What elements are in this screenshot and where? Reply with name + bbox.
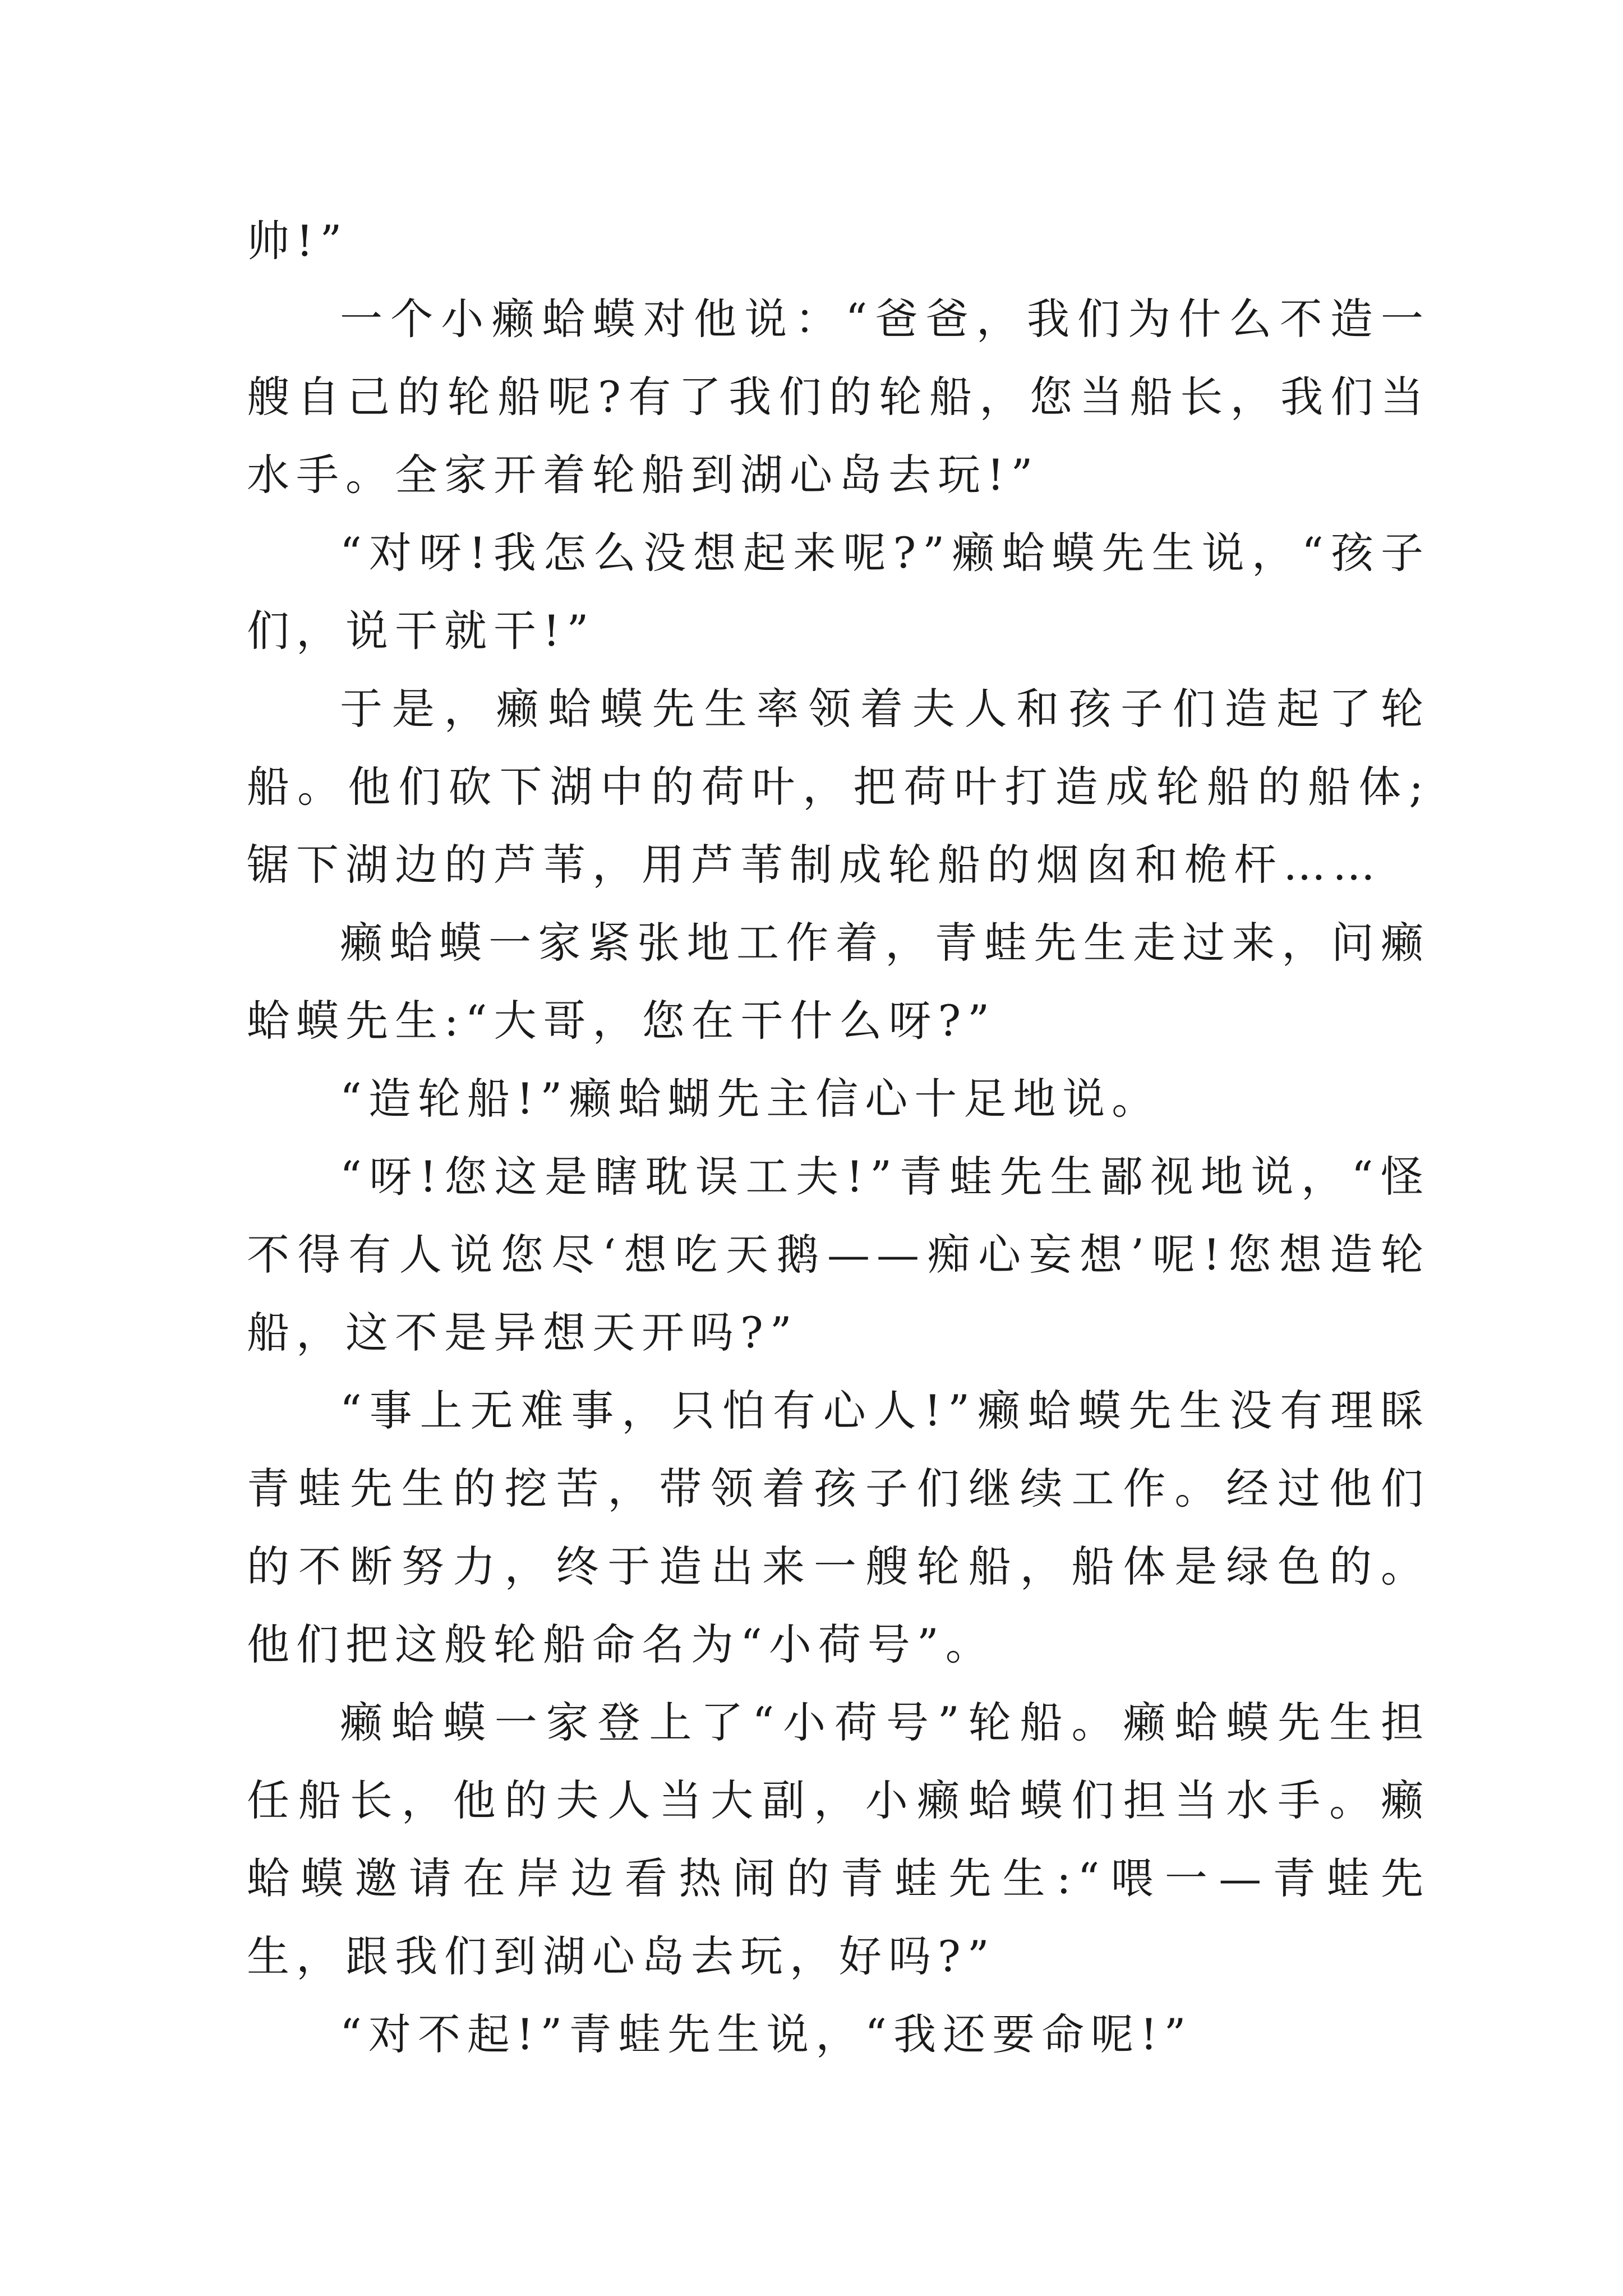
paragraph-6: “造轮船!”癞蛤蝴先主信心十足地说。 (340, 1074, 1161, 1124)
paragraph-7: “呀!您这是瞎耽误工夫!”青蛙先生鄙视地说，“怪不得有人说您尽‘想吃天鹅——痴心妄想’呢!您想造轮船，这不是异想天开吗?” (247, 1152, 1430, 1358)
paragraph-9: 癞蛤蟆一家登上了“小荷号”轮船。癞蛤蟆先生担任船长，他的夫人当大副，小癞蛤蟆们担当水手。癞蛤蟆邀请在岸边看热闹的青蛙先生:“喂一—青蛙先生，跟我们到湖心岛去玩，好吗?” (247, 1697, 1430, 1981)
paragraph-3: “对呀!我怎么没想起来呢?”癞蛤蟆先生说，“孩子们，说干就干!” (247, 528, 1430, 656)
paragraph-4: 于是，癞蛤蟆先生率领着夫人和孩子们造起了轮船。他们砍下湖中的荷叶，把荷叶打造成轮船的船体;锯下湖边的芦苇，用芦苇制成轮船的烟囱和桅杆…… (247, 684, 1430, 890)
paragraph-2: 一个小癞蛤蟆对他说：“爸爸，我们为什么不造一艘自己的轮船呢?有了我们的轮船，您当船长，我们当水手。全家开着轮船到湖心岛去玩!” (247, 294, 1430, 500)
paragraph-8: “事上无难事，只怕有心人!”癞蛤蟆先生没有理睬青蛙先生的挖苦，带领着孩子们继续工作。经过他们的不断努力，终于造出来一艘轮船，船体是绿色的。他们把这般轮船命名为“小荷号”。 (247, 1386, 1430, 1669)
paragraph-1: 帅!” (247, 216, 349, 266)
story-text (247, 202, 1430, 2073)
paragraph-10: “对不起!”青蛙先生说，“我还要命呢!” (340, 2009, 1193, 2059)
paragraph-5: 癞蛤蟆一家紧张地工作着，青蛙先生走过来，问癞蛤蟆先生:“大哥，您在干什么呀?” (247, 918, 1430, 1046)
